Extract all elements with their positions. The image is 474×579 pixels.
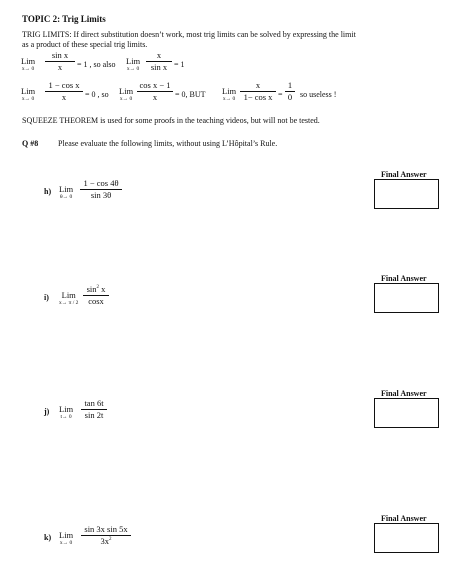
limit-operator: Lim x→ π / 2 xyxy=(59,290,79,306)
final-answer-box[interactable] xyxy=(374,398,439,428)
fraction: $\sin^2 x$ cosx xyxy=(83,285,109,306)
fraction: x 1− cos x xyxy=(240,81,276,102)
problem-label: k) xyxy=(44,533,52,542)
fraction: 1 0 xyxy=(285,81,295,102)
fraction: sin 3x sin 5x $3x^2$ xyxy=(81,525,131,546)
problem-label: h) xyxy=(44,187,52,196)
fraction: cos x − 1 x xyxy=(137,81,173,102)
final-answer-label: Final Answer xyxy=(381,170,427,179)
question-number: Q #8 xyxy=(22,139,39,148)
limit-operator: Lim x→ 0 xyxy=(59,530,74,546)
problem-label: i) xyxy=(44,293,49,302)
squeeze-theorem-note: SQUEEZE THEOREM is used for some proofs in the teaching videos, but will not be tested. xyxy=(22,116,320,125)
limit-operator: Lim x→ 0 xyxy=(222,86,237,102)
equals-text: = 0 , so xyxy=(85,90,109,99)
limit-operator: Lim x→ 0 xyxy=(21,56,36,72)
final-answer-box[interactable] xyxy=(374,179,439,209)
problem-label: j) xyxy=(44,407,50,416)
final-answer-box[interactable] xyxy=(374,523,439,553)
topic-heading: TOPIC 2: Trig Limits xyxy=(22,14,106,24)
limit-operator: Lim t→ 0 xyxy=(59,404,74,420)
equals-text: = 1 xyxy=(174,60,185,69)
equals-text: = 0, BUT xyxy=(175,90,206,99)
fraction: tan 6t sin 2t xyxy=(81,399,107,420)
equals-text: = xyxy=(278,90,283,99)
final-answer-label: Final Answer xyxy=(381,514,427,523)
useless-note: so useless ! xyxy=(300,90,337,99)
final-answer-label: Final Answer xyxy=(381,274,427,283)
fraction: 1 − cos 4θ sin 3θ xyxy=(80,179,122,200)
fraction: x sin x xyxy=(146,51,172,72)
intro-line-1: TRIG LIMITS: If direct substitution doesn’t work, most trig limits can be solved by expressing the limit xyxy=(22,30,356,39)
limit-operator: Lim θ→ 0 xyxy=(59,184,74,200)
intro-line-2: as a product of these special trig limits. xyxy=(22,40,148,49)
limit-operator: Lim x→ 0 xyxy=(21,86,36,102)
final-answer-label: Final Answer xyxy=(381,389,427,398)
fraction: 1 − cos x x xyxy=(45,81,83,102)
limit-operator: Lim x→ 0 xyxy=(119,86,134,102)
limit-operator: Lim x→ 0 xyxy=(126,56,141,72)
equals-text: = 1 , so also xyxy=(77,60,116,69)
question-instruction: Please evaluate the following limits, without using L’Hôpital’s Rule. xyxy=(58,139,278,148)
fraction: sin x x xyxy=(45,51,75,72)
final-answer-box[interactable] xyxy=(374,283,439,313)
